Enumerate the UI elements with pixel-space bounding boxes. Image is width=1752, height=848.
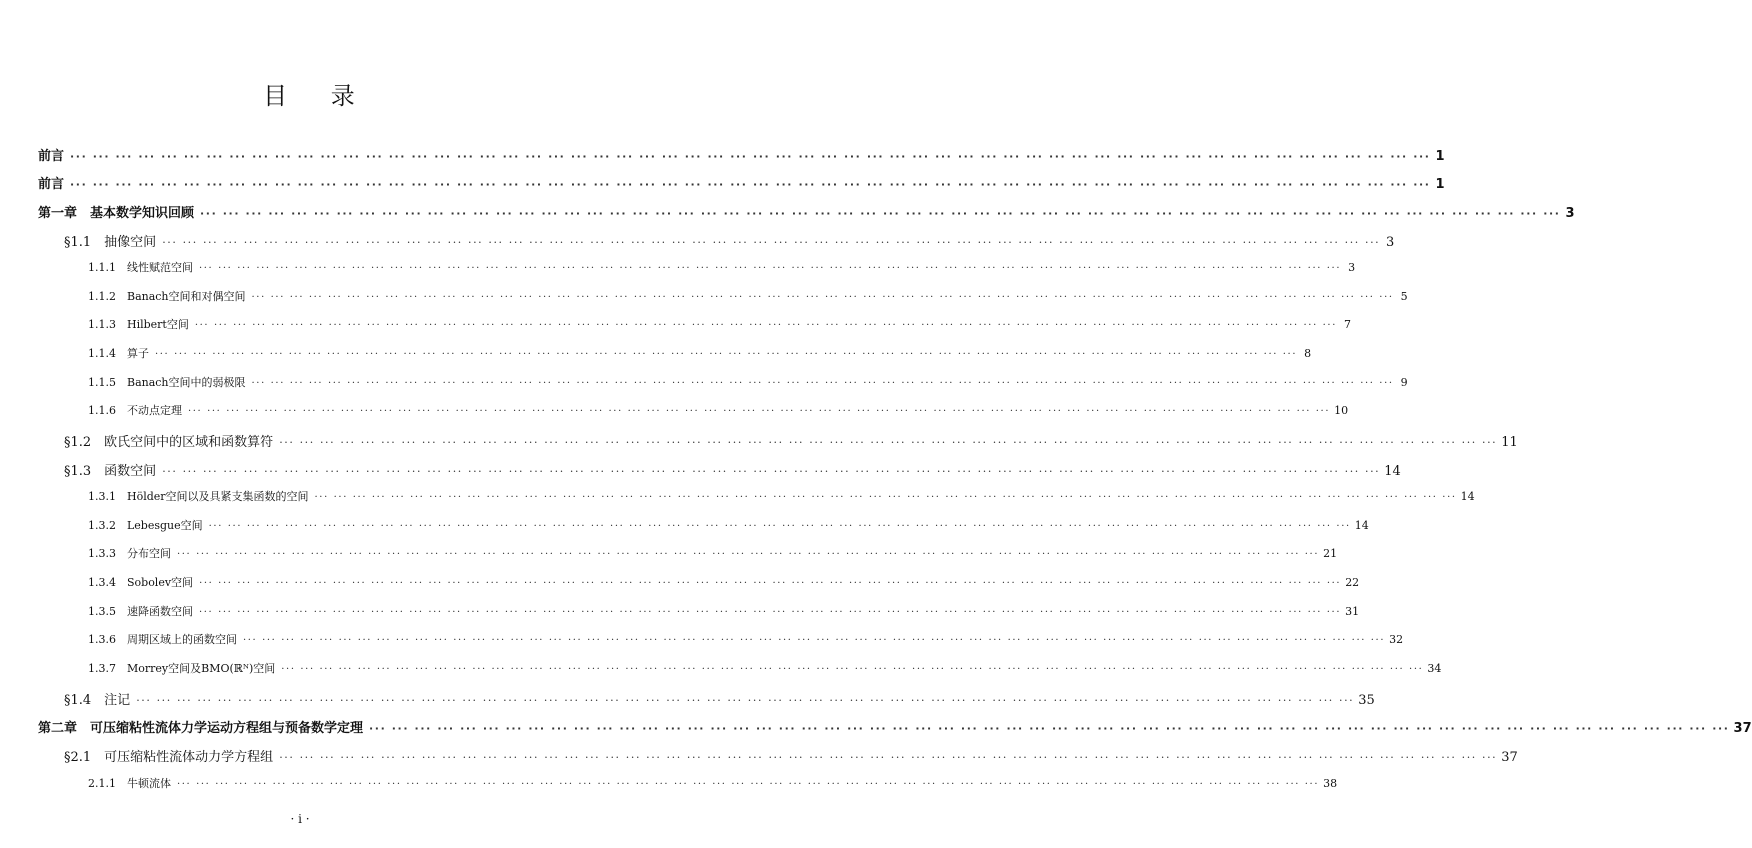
toc-leader-dots: ··· ··· ··· ··· ··· ··· ··· ··· ··· ··· ··· ··· ··· ··· ··· ··· ··· ··· ··· ··· ··· ··· ··· ··· ··· ··· ··· ··· ··· ··· ··· ··· ··· ··· ··· ··· ··· ··· ··· ··· ··· ··· ··· ··· ··· ··· ··· ··· ··· ··· ··· ··· ··· ··· ··· ··· ··· ··· ··· ···: [70, 178, 1431, 191]
toc-entry-page: 35: [1358, 693, 1375, 708]
toc-title: 目 录: [263, 82, 373, 110]
toc-entry[interactable]: [88, 545, 1338, 561]
toc-entry-page: 31: [1345, 605, 1360, 618]
toc-entry-label: 前言: [38, 177, 65, 192]
toc-leader-dots: ··· ··· ··· ··· ··· ··· ··· ··· ··· ··· ··· ··· ··· ··· ··· ··· ··· ··· ··· ··· ··· ··· ··· ··· ··· ··· ··· ··· ··· ··· ··· ··· ··· ··· ··· ··· ··· ··· ··· ··· ··· ··· ··· ··· ··· ··· ··· ··· ··· ··· ··· ··· ··· ··· ··· ··· ··· ··· ··· ···: [279, 436, 1498, 449]
toc-leader-dots: ··· ··· ··· ··· ··· ··· ··· ··· ··· ··· ··· ··· ··· ··· ··· ··· ··· ··· ··· ··· ··· ··· ··· ··· ··· ··· ··· ··· ··· ··· ··· ··· ··· ··· ··· ··· ··· ··· ··· ··· ··· ··· ··· ··· ··· ··· ··· ··· ··· ··· ··· ··· ··· ··· ··· ··· ··· ··· ··· ···: [279, 751, 1498, 764]
toc-entry[interactable]: [88, 574, 1360, 590]
toc-leader-dots: ··· ··· ··· ··· ··· ··· ··· ··· ··· ··· ··· ··· ··· ··· ··· ··· ··· ··· ··· ··· ··· ··· ··· ··· ··· ··· ··· ··· ··· ··· ··· ··· ··· ··· ··· ··· ··· ··· ··· ··· ··· ··· ··· ··· ··· ··· ··· ··· ··· ··· ··· ··· ··· ··· ··· ··· ··· ··· ··· ···: [208, 521, 1351, 532]
toc-entry-page: 14: [1460, 490, 1475, 503]
toc-entry-label: §1.1 抽像空间: [64, 235, 157, 250]
toc-entry-page: 8: [1304, 347, 1312, 360]
toc-entry[interactable]: [38, 145, 1445, 164]
toc-entry-page: 7: [1343, 318, 1351, 331]
toc-entry-page: 14: [1354, 519, 1369, 532]
toc-entry-page: 34: [1427, 662, 1442, 675]
toc-leader-dots: ··· ··· ··· ··· ··· ··· ··· ··· ··· ··· ··· ··· ··· ··· ··· ··· ··· ··· ··· ··· ··· ··· ··· ··· ··· ··· ··· ··· ··· ··· ··· ··· ··· ··· ··· ··· ··· ··· ··· ··· ··· ··· ··· ··· ··· ··· ··· ··· ··· ··· ··· ··· ··· ··· ··· ··· ··· ··· ··· ···: [199, 263, 1342, 274]
toc-entry-label: §1.3 函数空间: [64, 464, 157, 479]
toc-entry[interactable]: [64, 431, 1518, 450]
toc-leader-dots: ··· ··· ··· ··· ··· ··· ··· ··· ··· ··· ··· ··· ··· ··· ··· ··· ··· ··· ··· ··· ··· ··· ··· ··· ··· ··· ··· ··· ··· ··· ··· ··· ··· ··· ··· ··· ··· ··· ··· ··· ··· ··· ··· ··· ··· ··· ··· ··· ··· ··· ··· ··· ··· ··· ··· ··· ··· ··· ··· ···: [251, 378, 1394, 389]
toc-entry[interactable]: [88, 488, 1475, 504]
toc-entry[interactable]: [88, 259, 1356, 275]
toc-entry-page: 32: [1389, 633, 1404, 646]
toc-entry[interactable]: [64, 231, 1395, 250]
toc-entry-label: 第一章 基本数学知识回顾: [38, 206, 195, 221]
toc-entry-page: 37: [1733, 721, 1752, 736]
toc-entry[interactable]: [64, 689, 1375, 708]
toc-entry-label: 1.1.6 不动点定理: [88, 404, 182, 417]
toc-entry-page: 10: [1334, 404, 1349, 417]
toc-entry-page: 22: [1345, 576, 1360, 589]
toc-entry-label: 1.1.1 线性赋范空间: [88, 261, 193, 274]
toc-entry-label: 1.3.1 Hölder空间以及具紧支集函数的空间: [88, 490, 309, 503]
toc-leader-dots: ··· ··· ··· ··· ··· ··· ··· ··· ··· ··· ··· ··· ··· ··· ··· ··· ··· ··· ··· ··· ··· ··· ··· ··· ··· ··· ··· ··· ··· ··· ··· ··· ··· ··· ··· ··· ··· ··· ··· ··· ··· ··· ··· ··· ··· ··· ··· ··· ··· ··· ··· ··· ··· ··· ··· ··· ··· ··· ··· ···: [162, 465, 1381, 478]
toc-entry-label: 1.3.3 分布空间: [88, 547, 171, 560]
toc-entry-label: 前言: [38, 149, 65, 164]
toc-entry-label: 2.1.1 牛顿流体: [88, 777, 171, 790]
toc-entry[interactable]: [38, 202, 1575, 221]
toc-entry-label: §1.2 欧氏空间中的区域和函数算符: [64, 435, 274, 450]
toc-entry-label: 1.3.7 Morrey空间及BMO(ℝᴺ)空间: [88, 662, 276, 675]
toc-entry-page: 11: [1501, 435, 1518, 450]
toc-entry[interactable]: [38, 173, 1445, 192]
toc-entry-page: 21: [1323, 547, 1338, 560]
toc-leader-dots: ··· ··· ··· ··· ··· ··· ··· ··· ··· ··· ··· ··· ··· ··· ··· ··· ··· ··· ··· ··· ··· ··· ··· ··· ··· ··· ··· ··· ··· ··· ··· ··· ··· ··· ··· ··· ··· ··· ··· ··· ··· ··· ··· ··· ··· ··· ··· ··· ··· ··· ··· ··· ··· ··· ··· ··· ··· ··· ··· ···: [199, 607, 1342, 618]
toc-entry[interactable]: [64, 460, 1401, 479]
toc-entry[interactable]: [88, 288, 1408, 304]
toc-entry[interactable]: [88, 775, 1338, 791]
toc-entry[interactable]: [88, 316, 1351, 332]
toc-leader-dots: ··· ··· ··· ··· ··· ··· ··· ··· ··· ··· ··· ··· ··· ··· ··· ··· ··· ··· ··· ··· ··· ··· ··· ··· ··· ··· ··· ··· ··· ··· ··· ··· ··· ··· ··· ··· ··· ··· ··· ··· ··· ··· ··· ··· ··· ··· ··· ··· ··· ··· ··· ··· ··· ··· ··· ··· ··· ··· ··· ···: [199, 578, 1342, 589]
toc-entry[interactable]: [88, 374, 1408, 390]
toc-entry-page: 3: [1386, 235, 1395, 250]
toc-leader-dots: ··· ··· ··· ··· ··· ··· ··· ··· ··· ··· ··· ··· ··· ··· ··· ··· ··· ··· ··· ··· ··· ··· ··· ··· ··· ··· ··· ··· ··· ··· ··· ··· ··· ··· ··· ··· ··· ··· ··· ··· ··· ··· ··· ··· ··· ··· ··· ··· ··· ··· ··· ··· ··· ··· ··· ··· ··· ··· ··· ···: [314, 492, 1457, 503]
toc-leader-dots: ··· ··· ··· ··· ··· ··· ··· ··· ··· ··· ··· ··· ··· ··· ··· ··· ··· ··· ··· ··· ··· ··· ··· ··· ··· ··· ··· ··· ··· ··· ··· ··· ··· ··· ··· ··· ··· ··· ··· ··· ··· ··· ··· ··· ··· ··· ··· ··· ··· ··· ··· ··· ··· ··· ··· ··· ··· ··· ··· ···: [281, 664, 1424, 675]
toc-entry-label: 1.1.5 Banach空间中的弱极限: [88, 376, 246, 389]
toc-entry[interactable]: [88, 660, 1442, 676]
toc-leader-dots: ··· ··· ··· ··· ··· ··· ··· ··· ··· ··· ··· ··· ··· ··· ··· ··· ··· ··· ··· ··· ··· ··· ··· ··· ··· ··· ··· ··· ··· ··· ··· ··· ··· ··· ··· ··· ··· ··· ··· ··· ··· ··· ··· ··· ··· ··· ··· ··· ··· ··· ··· ··· ··· ··· ··· ··· ··· ··· ··· ···: [369, 722, 1730, 735]
toc-entry-label: 1.1.3 Hilbert空间: [88, 318, 189, 331]
toc-entry-page: 9: [1400, 376, 1408, 389]
toc-entry[interactable]: [88, 345, 1312, 361]
toc-leader-dots: ··· ··· ··· ··· ··· ··· ··· ··· ··· ··· ··· ··· ··· ··· ··· ··· ··· ··· ··· ··· ··· ··· ··· ··· ··· ··· ··· ··· ··· ··· ··· ··· ··· ··· ··· ··· ··· ··· ··· ··· ··· ··· ··· ··· ··· ··· ··· ··· ··· ··· ··· ··· ··· ··· ··· ··· ··· ··· ··· ···: [243, 635, 1386, 646]
toc-entry-page: 14: [1384, 464, 1401, 479]
toc-entry-page: 1: [1435, 149, 1445, 164]
toc-entry-label: §1.4 注记: [64, 693, 131, 708]
toc-entry-page: 37: [1501, 750, 1518, 765]
toc-entry-page: 1: [1435, 177, 1445, 192]
toc-entry[interactable]: [88, 402, 1349, 418]
toc-leader-dots: ··· ··· ··· ··· ··· ··· ··· ··· ··· ··· ··· ··· ··· ··· ··· ··· ··· ··· ··· ··· ··· ··· ··· ··· ··· ··· ··· ··· ··· ··· ··· ··· ··· ··· ··· ··· ··· ··· ··· ··· ··· ··· ··· ··· ··· ··· ··· ··· ··· ··· ··· ··· ··· ··· ··· ··· ··· ··· ··· ···: [200, 207, 1561, 220]
toc-leader-dots: ··· ··· ··· ··· ··· ··· ··· ··· ··· ··· ··· ··· ··· ··· ··· ··· ··· ··· ··· ··· ··· ··· ··· ··· ··· ··· ··· ··· ··· ··· ··· ··· ··· ··· ··· ··· ··· ··· ··· ··· ··· ··· ··· ··· ··· ··· ··· ··· ··· ··· ··· ··· ··· ··· ··· ··· ··· ··· ··· ···: [194, 320, 1337, 331]
toc-entry-label: 1.3.4 Sobolev空间: [88, 576, 194, 589]
toc-entry-label: 第二章 可压缩粘性流体力学运动方程组与预备数学定理: [38, 721, 364, 736]
toc-entry[interactable]: [64, 746, 1518, 765]
toc-entry[interactable]: [38, 717, 1752, 736]
toc-leader-dots: ··· ··· ··· ··· ··· ··· ··· ··· ··· ··· ··· ··· ··· ··· ··· ··· ··· ··· ··· ··· ··· ··· ··· ··· ··· ··· ··· ··· ··· ··· ··· ··· ··· ··· ··· ··· ··· ··· ··· ··· ··· ··· ··· ··· ··· ··· ··· ··· ··· ··· ··· ··· ··· ··· ··· ··· ··· ··· ··· ···: [70, 150, 1431, 163]
toc-entry[interactable]: [88, 603, 1360, 619]
toc-entry-label: 1.1.4 算子: [88, 347, 149, 360]
toc-entry-label: 1.3.2 Lebesgue空间: [88, 519, 203, 532]
toc-entry-label: §2.1 可压缩粘性流体动力学方程组: [64, 750, 274, 765]
toc-entry-page: 3: [1348, 261, 1356, 274]
toc-leader-dots: ··· ··· ··· ··· ··· ··· ··· ··· ··· ··· ··· ··· ··· ··· ··· ··· ··· ··· ··· ··· ··· ··· ··· ··· ··· ··· ··· ··· ··· ··· ··· ··· ··· ··· ··· ··· ··· ··· ··· ··· ··· ··· ··· ··· ··· ··· ··· ··· ··· ··· ··· ··· ··· ··· ··· ··· ··· ··· ··· ···: [188, 406, 1331, 417]
toc-entry-page: 3: [1565, 206, 1575, 221]
toc-entry-label: 1.3.5 速降函数空间: [88, 605, 193, 618]
toc-leader-dots: ··· ··· ··· ··· ··· ··· ··· ··· ··· ··· ··· ··· ··· ··· ··· ··· ··· ··· ··· ··· ··· ··· ··· ··· ··· ··· ··· ··· ··· ··· ··· ··· ··· ··· ··· ··· ··· ··· ··· ··· ··· ··· ··· ··· ··· ··· ··· ··· ··· ··· ··· ··· ··· ··· ··· ··· ··· ··· ··· ···: [155, 349, 1298, 360]
toc-leader-dots: ··· ··· ··· ··· ··· ··· ··· ··· ··· ··· ··· ··· ··· ··· ··· ··· ··· ··· ··· ··· ··· ··· ··· ··· ··· ··· ··· ··· ··· ··· ··· ··· ··· ··· ··· ··· ··· ··· ··· ··· ··· ··· ··· ··· ··· ··· ··· ··· ··· ··· ··· ··· ··· ··· ··· ··· ··· ··· ··· ···: [251, 292, 1394, 303]
toc-entry[interactable]: [88, 631, 1404, 647]
toc-entry-label: 1.1.2 Banach空间和对偶空间: [88, 290, 246, 303]
toc-leader-dots: ··· ··· ··· ··· ··· ··· ··· ··· ··· ··· ··· ··· ··· ··· ··· ··· ··· ··· ··· ··· ··· ··· ··· ··· ··· ··· ··· ··· ··· ··· ··· ··· ··· ··· ··· ··· ··· ··· ··· ··· ··· ··· ··· ··· ··· ··· ··· ··· ··· ··· ··· ··· ··· ··· ··· ··· ··· ··· ··· ···: [177, 779, 1320, 790]
page-number: · i ·: [290, 812, 310, 826]
toc-entry[interactable]: [88, 517, 1369, 533]
toc-entry-page: 38: [1323, 777, 1338, 790]
toc-leader-dots: ··· ··· ··· ··· ··· ··· ··· ··· ··· ··· ··· ··· ··· ··· ··· ··· ··· ··· ··· ··· ··· ··· ··· ··· ··· ··· ··· ··· ··· ··· ··· ··· ··· ··· ··· ··· ··· ··· ··· ··· ··· ··· ··· ··· ··· ··· ··· ··· ··· ··· ··· ··· ··· ··· ··· ··· ··· ··· ··· ···: [162, 236, 1381, 249]
toc-leader-dots: ··· ··· ··· ··· ··· ··· ··· ··· ··· ··· ··· ··· ··· ··· ··· ··· ··· ··· ··· ··· ··· ··· ··· ··· ··· ··· ··· ··· ··· ··· ··· ··· ··· ··· ··· ··· ··· ··· ··· ··· ··· ··· ··· ··· ··· ··· ··· ··· ··· ··· ··· ··· ··· ··· ··· ··· ··· ··· ··· ···: [177, 549, 1320, 560]
toc-leader-dots: ··· ··· ··· ··· ··· ··· ··· ··· ··· ··· ··· ··· ··· ··· ··· ··· ··· ··· ··· ··· ··· ··· ··· ··· ··· ··· ··· ··· ··· ··· ··· ··· ··· ··· ··· ··· ··· ··· ··· ··· ··· ··· ··· ··· ··· ··· ··· ··· ··· ··· ··· ··· ··· ··· ··· ··· ··· ··· ··· ···: [136, 694, 1355, 707]
toc-entry-page: 5: [1400, 290, 1408, 303]
toc-entry-label: 1.3.6 周期区域上的函数空间: [88, 633, 237, 646]
